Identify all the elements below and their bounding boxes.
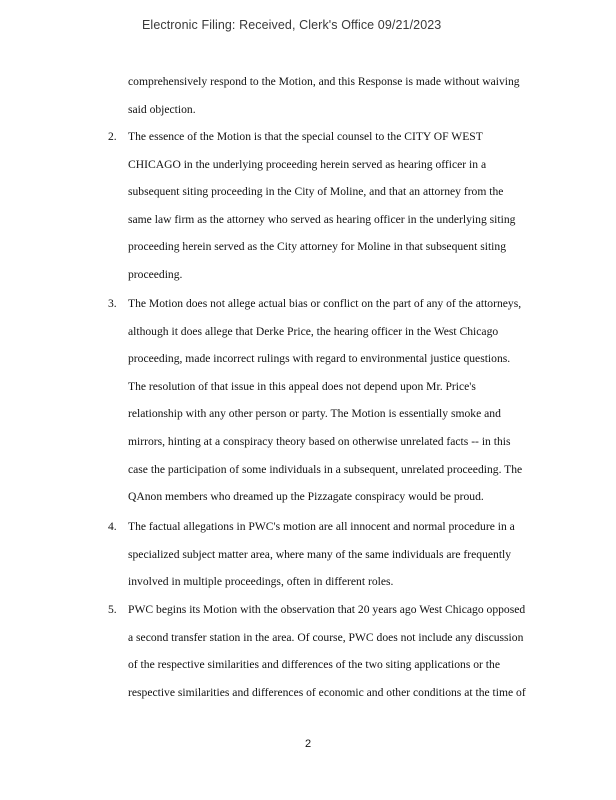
text-line: CHICAGO in the underlying proceeding herein served as hearing officer in a	[128, 157, 487, 171]
continuation-text	[128, 68, 548, 123]
text-line: proceeding herein served as the City attorney for Moline in that subsequent siting	[128, 240, 506, 254]
text-line: PWC begins its Motion with the observation that 20 years ago West Chicago opposed	[128, 603, 526, 616]
text-line: involved in multiple proceedings, often in different roles.	[128, 575, 394, 589]
text-line: of the respective similarities and differences of the two siting applications or the	[128, 658, 500, 672]
electronic-filing-stamp: Electronic Filing: Received, Clerk's Office 09/21/2023	[142, 18, 442, 32]
text-line: respective similarities and differences of economic and other conditions at the time of	[128, 685, 526, 699]
text-line: said objection.	[128, 102, 196, 116]
text-line: specialized subject matter area, where many of the same individuals are frequently	[128, 547, 512, 561]
text-line: comprehensively respond to the Motion, and this Response is made without waiving	[128, 75, 520, 88]
paragraph-number: 2.	[108, 130, 117, 143]
text-line: The factual allegations in PWC's motion are all innocent and normal procedure in a	[128, 520, 515, 533]
paragraph-text	[128, 596, 548, 706]
paragraph-number: 3.	[108, 297, 117, 310]
text-line: although it does allege that Derke Price, the hearing officer in the West Chicago	[128, 324, 499, 338]
text-line: The resolution of that issue in this appeal does not depend upon Mr. Price's	[128, 379, 476, 393]
text-line: subsequent siting proceeding in the City of Moline, and that an attorney from the	[128, 185, 504, 199]
text-line: a second transfer station in the area. Of course, PWC does not include any discussion	[128, 630, 524, 644]
text-line: The essence of the Motion is that the special counsel to the CITY OF WEST	[128, 130, 483, 143]
text-line: The Motion does not allege actual bias or conflict on the part of any of the attorneys,	[128, 297, 522, 310]
paragraph-text	[128, 290, 548, 511]
text-line: case the participation of some individuals in a subsequent, unrelated proceeding. The	[128, 462, 523, 476]
paragraph-number: 4.	[108, 520, 117, 533]
page-number: 2	[304, 738, 312, 750]
text-line: proceeding.	[128, 267, 183, 281]
text-line: QAnon members who dreamed up the Pizzagate conspiracy would be proud.	[128, 490, 484, 504]
text-line: same law firm as the attorney who served as hearing officer in the underlying siting	[128, 212, 516, 226]
text-line: mirrors, hinting at a conspiracy theory based on otherwise unrelated facts -- in this	[128, 434, 511, 448]
paragraph-text	[128, 513, 548, 596]
text-line: proceeding, made incorrect rulings with regard to environmental justice questions.	[128, 352, 511, 366]
text-line: relationship with any other person or party. The Motion is essentially smoke and	[128, 407, 501, 421]
paragraph-number: 5.	[108, 603, 117, 616]
paragraph-text	[128, 123, 548, 289]
